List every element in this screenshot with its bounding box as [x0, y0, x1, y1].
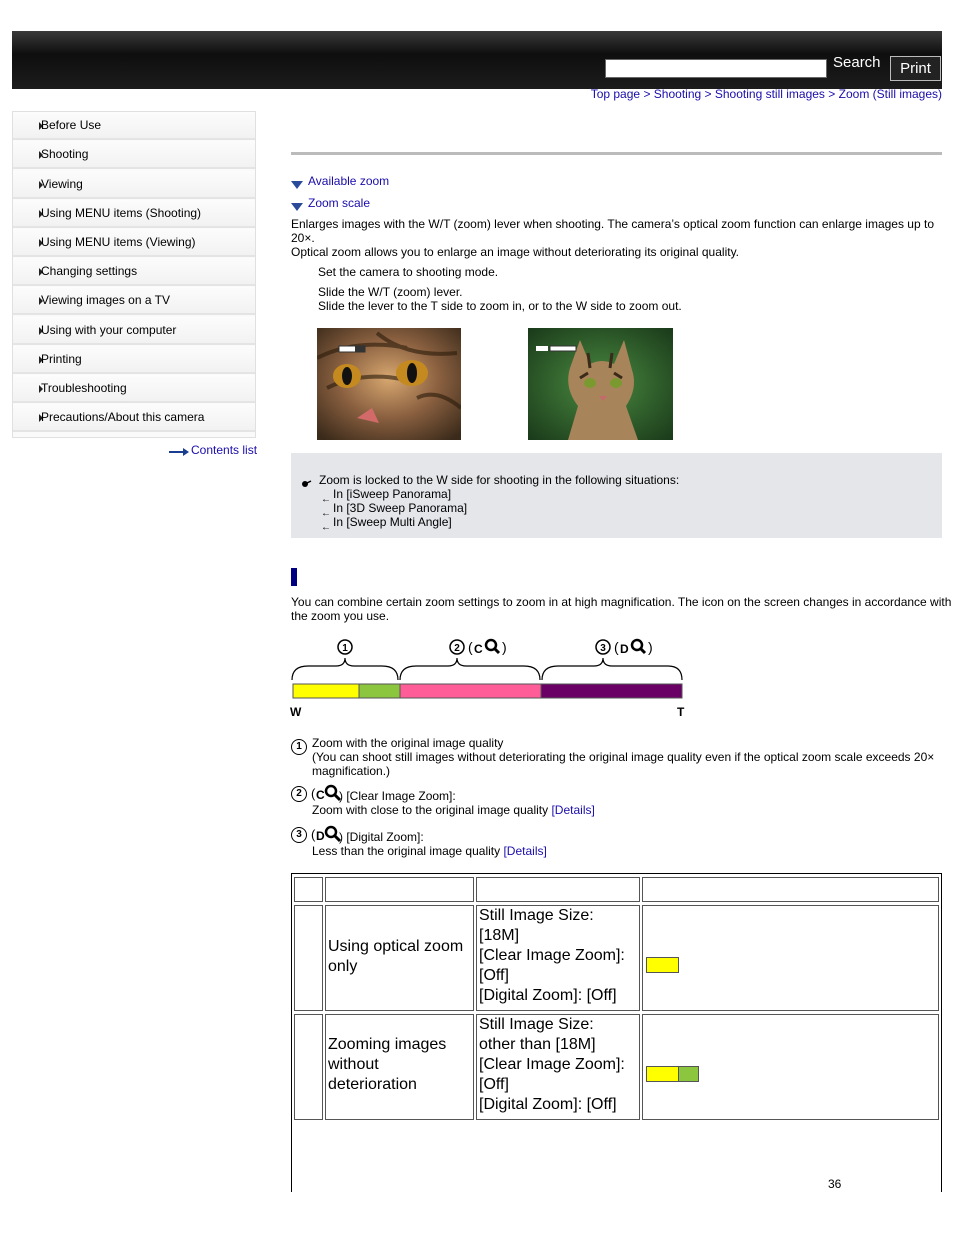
dash-bullet-icon: ←: [321, 522, 331, 533]
scale-number-1: [338, 640, 352, 654]
cat-wide-photo: [528, 328, 673, 440]
condition-line: other than [18M]: [479, 1036, 596, 1053]
step-text: Set the camera to shooting mode.: [318, 265, 499, 279]
condition-line: [Off]: [479, 1076, 509, 1093]
section-heading-marker: [291, 568, 297, 586]
paren-text: (: [614, 639, 619, 655]
row-name-line: only: [328, 958, 358, 975]
sidebar-item-label: Using with your computer: [41, 323, 177, 337]
dash-bullet-icon: ←: [321, 494, 331, 505]
legend-desc-text: Zoom with close to the original image quality: [312, 803, 549, 817]
legend-number-2-icon: 2: [291, 786, 307, 802]
zoom-scale-diagram: [288, 636, 688, 720]
sidebar-item-label: Before Use: [41, 118, 102, 132]
table-row-conditions: [476, 905, 640, 1011]
condition-line: [Clear Image Zoom]:: [479, 1056, 625, 1073]
scale-segment-optical: [646, 957, 679, 973]
note-item: In [Sweep Multi Angle]: [333, 515, 452, 529]
available-zoom-link[interactable]: Available zoom: [308, 174, 390, 188]
sidebar-nav: [12, 111, 256, 438]
table-top-border: [291, 873, 942, 874]
sidebar-item-computer[interactable]: [13, 317, 255, 345]
breadcrumb-shooting-still-images[interactable]: Shooting still images: [714, 87, 825, 101]
table-left-border: [291, 873, 292, 1192]
legend-desc: [312, 844, 547, 858]
breadcrumb: [591, 87, 942, 101]
note-bullet-icon: [300, 479, 312, 489]
table-header-cell: [325, 877, 474, 902]
sidebar-item-shooting[interactable]: [13, 141, 255, 169]
arrow-right-icon: [168, 447, 190, 457]
sidebar-item-label: Troubleshooting: [41, 381, 127, 395]
condition-line: [18M]: [479, 927, 520, 944]
paren-text: ): [502, 639, 507, 655]
scale-intro-text: You can combine certain zoom settings to zoom in at high magnification. The icon on the screen changes in accordance with: [291, 595, 952, 609]
row-name-line: without: [328, 1056, 379, 1073]
magnifier-icon: [486, 640, 499, 653]
scale-segment-digital: [541, 684, 682, 698]
page-number: 36: [828, 1177, 842, 1191]
breadcrumb-separator: >: [704, 87, 712, 101]
table-row-scale-cell: [642, 905, 939, 1011]
table-row-name: [325, 905, 474, 1011]
contents-list-link[interactable]: Contents list: [191, 443, 258, 457]
scale-number-3: [596, 640, 610, 654]
table-row-conditions: [476, 1014, 640, 1120]
dash-bullet-icon: ←: [321, 508, 331, 519]
legend-title: ) [Clear Image Zoom]:: [339, 789, 456, 803]
legend-desc: (You can shoot still images without deteriorating the original image quality even if the optical zoom scale exceeds 20×: [312, 750, 935, 764]
scale-segment-optical-extended: [359, 684, 400, 698]
scale-segment-optical: [293, 684, 359, 698]
details-link[interactable]: [Details]: [503, 844, 547, 858]
table-row-index-cell: [294, 1014, 323, 1120]
scale-t-label: T: [677, 705, 685, 719]
table-header-cell: [294, 877, 323, 902]
scale-brace: [542, 658, 682, 680]
scale-w-label: W: [290, 705, 302, 719]
sidebar-item-before-use[interactable]: [13, 112, 255, 140]
cat-closeup-photo: [317, 328, 461, 440]
svg-text:1: 1: [342, 643, 348, 654]
sidebar-item-viewing[interactable]: [13, 171, 255, 199]
condition-line: [Clear Image Zoom]:: [479, 947, 625, 964]
paren-text: ): [648, 639, 653, 655]
digital-zoom-letter: D: [316, 829, 325, 843]
legend-desc: [312, 803, 595, 817]
sidebar-item-label: Changing settings: [41, 264, 138, 278]
legend-desc: magnification.): [312, 764, 391, 778]
clear-zoom-letter: C: [474, 642, 483, 656]
condition-line: [Off]: [479, 967, 509, 984]
paren-text: (: [311, 827, 316, 842]
intro-text: Enlarges images with the W/T (zoom) lever when shooting. The camera’s optical zoom function can enlarge images up to: [291, 217, 934, 231]
legend-number-1-icon: 1: [291, 739, 307, 755]
condition-line: [Digital Zoom]: [Off]: [479, 1096, 617, 1113]
magnifier-icon: [632, 640, 645, 653]
scale-intro-text: the zoom you use.: [291, 609, 390, 623]
row-name-line: Zooming images: [328, 1036, 447, 1053]
sidebar-item-label: Shooting: [41, 147, 89, 161]
scale-brace: [292, 658, 398, 680]
sidebar-item-label: Using MENU items (Viewing): [41, 235, 196, 249]
svg-text:3: 3: [600, 643, 606, 654]
note-item: In [3D Sweep Panorama]: [333, 501, 468, 515]
breadcrumb-separator: >: [828, 87, 836, 101]
breadcrumb-separator: >: [643, 87, 651, 101]
arrow-down-icon: [291, 203, 303, 211]
breadcrumb-top-page[interactable]: Top page: [590, 87, 641, 101]
sidebar-item-label: Precautions/About this camera: [41, 410, 205, 424]
table-right-border: [941, 873, 942, 1192]
table-header-cell: [642, 877, 939, 902]
paren-text: (: [468, 639, 473, 655]
step-text: Slide the lever to the T side to zoom in, or to the W side to zoom out.: [318, 299, 682, 313]
digital-zoom-letter: D: [620, 642, 629, 656]
sidebar-item-menu-viewing[interactable]: [13, 229, 255, 257]
intro-text: 20×.: [291, 231, 315, 245]
row-name-line: Using optical zoom: [328, 938, 464, 955]
table-row-index-cell: [294, 905, 323, 1011]
step-text: Slide the W/T (zoom) lever.: [318, 285, 463, 299]
condition-line: [Digital Zoom]: [Off]: [479, 987, 617, 1004]
breadcrumb-zoom[interactable]: Zoom (Still images): [838, 87, 942, 101]
condition-line: Still Image Size:: [479, 907, 594, 924]
table-row-scale-cell: [642, 1014, 939, 1120]
title-divider: [291, 152, 942, 155]
search-input[interactable]: [605, 59, 827, 78]
sidebar-item-changing-settings[interactable]: [13, 258, 255, 286]
scale-segment-optical-extended: [678, 1066, 699, 1082]
arrow-down-icon: [291, 181, 303, 189]
zoom-scale-link[interactable]: Zoom scale: [308, 196, 371, 210]
scale-segment-optical: [646, 1066, 679, 1082]
scale-brace: [400, 658, 540, 680]
breadcrumb-shooting[interactable]: Shooting: [653, 87, 702, 101]
condition-line: Still Image Size:: [479, 1016, 594, 1033]
sidebar-item-troubleshooting[interactable]: [13, 375, 255, 403]
legend-number-3-icon: 3: [291, 827, 307, 843]
row-name-line: deterioration: [328, 1076, 417, 1093]
intro-text: Optical zoom allows you to enlarge an image without deteriorating its original quality.: [291, 245, 740, 259]
sidebar-item-label: Printing: [41, 352, 82, 366]
sidebar-item-printing[interactable]: [13, 346, 255, 374]
sidebar-item-menu-shooting[interactable]: [13, 200, 255, 228]
table-row-name: [325, 1014, 474, 1120]
sidebar-item-label: Viewing: [41, 177, 83, 191]
sidebar-item-label: Using MENU items (Shooting): [41, 206, 202, 220]
scale-segment-clear: [400, 684, 541, 698]
svg-text:2: 2: [454, 643, 460, 654]
legend-title: Zoom with the original image quality: [312, 736, 504, 750]
note-item: In [iSweep Panorama]: [333, 487, 452, 501]
legend-title: ) [Digital Zoom]:: [339, 830, 424, 844]
details-link[interactable]: [Details]: [551, 803, 595, 817]
print-button[interactable]: Print: [890, 56, 941, 81]
clear-zoom-letter: C: [316, 788, 325, 802]
sidebar-item-viewing-tv[interactable]: [13, 287, 255, 315]
scale-number-2: [450, 640, 464, 654]
note-heading: Zoom is locked to the W side for shooting in the following situations:: [319, 473, 680, 487]
paren-text: (: [311, 786, 316, 801]
search-button[interactable]: Search: [833, 54, 881, 71]
sidebar-item-precautions[interactable]: [13, 404, 255, 432]
sidebar-item-label: Viewing images on a TV: [41, 293, 170, 307]
legend-desc-text: Less than the original image quality: [312, 844, 501, 858]
table-header-cell: [476, 877, 640, 902]
